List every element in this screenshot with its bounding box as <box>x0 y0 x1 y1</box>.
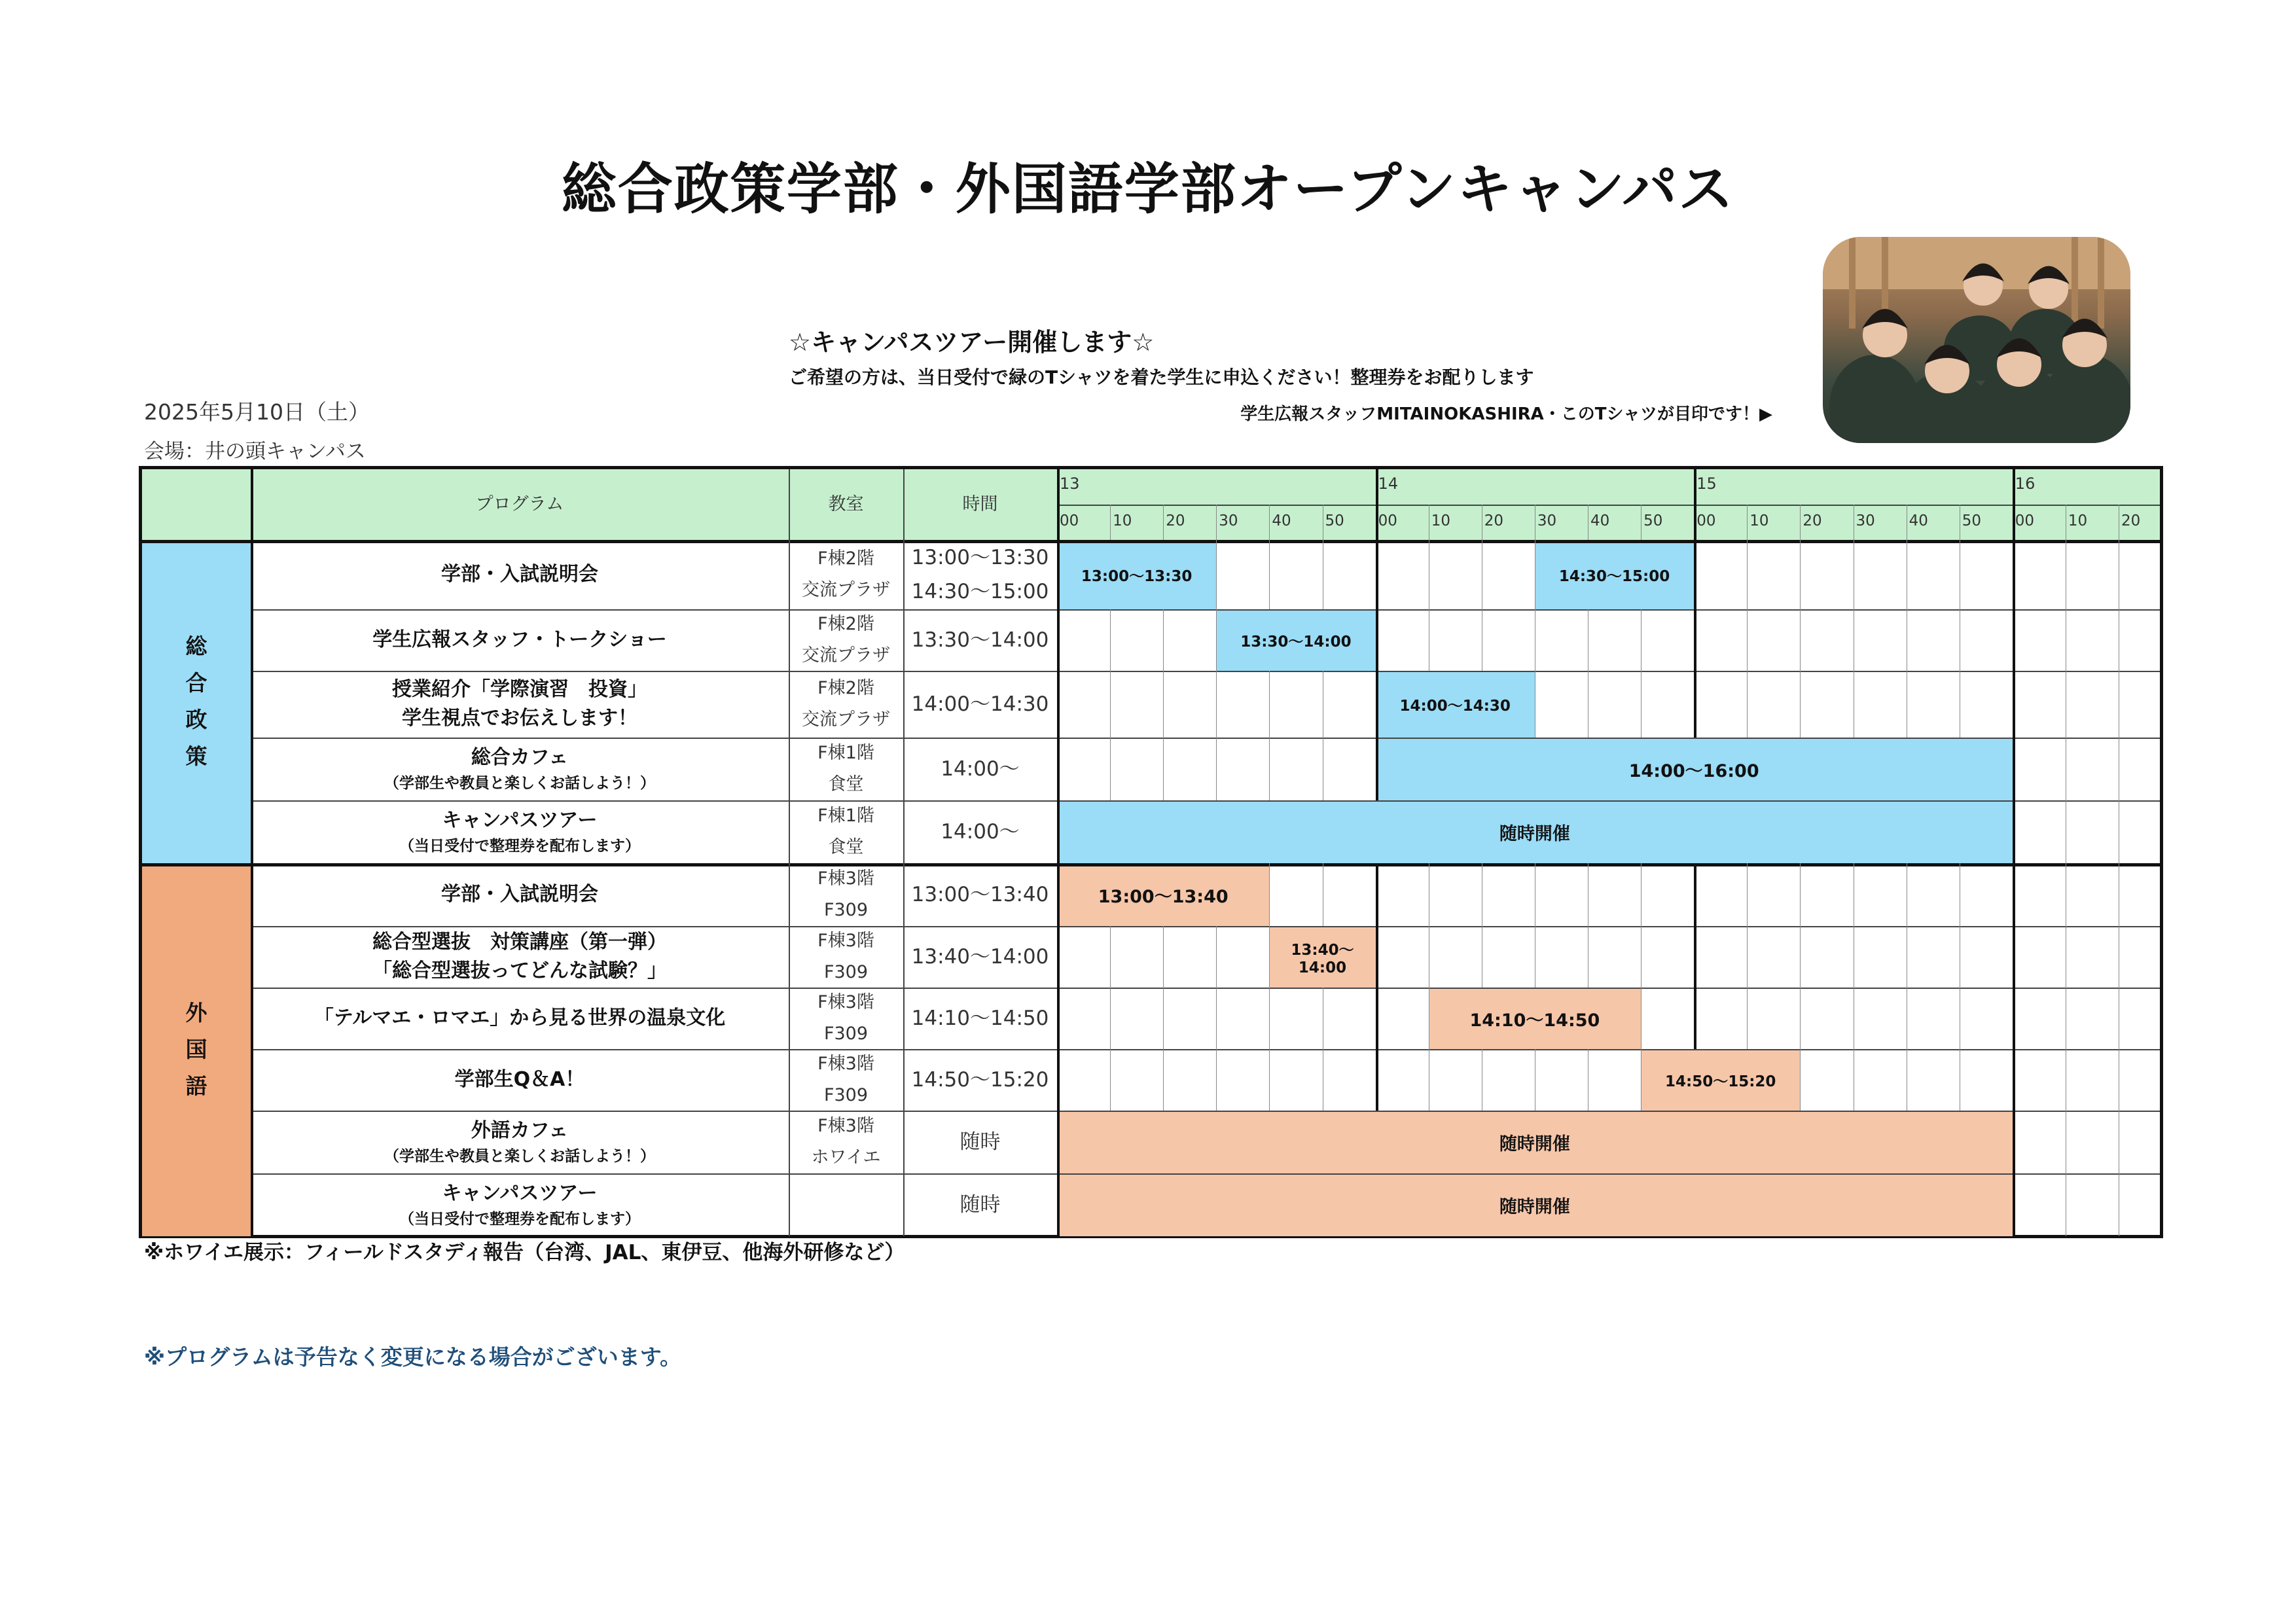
grid-line-vertical <box>1110 738 1111 800</box>
schedule-bar <box>1376 671 1535 738</box>
time-range: 13:00～13:30 14:30～15:00 <box>911 546 1049 603</box>
schedule-bar <box>1057 1111 2013 1173</box>
room-building: F棟3階 <box>817 992 874 1012</box>
schedule-bar-label: 随時開催 <box>1499 1133 1570 1154</box>
room-name: ホワイエ <box>811 1147 881 1168</box>
schedule-bar-label: 14:10～14:50 <box>1469 1010 1600 1031</box>
minute-label: 00 <box>2015 512 2035 529</box>
program-cell <box>251 671 789 738</box>
grid-line-vertical <box>1800 505 1801 540</box>
grid-line-vertical <box>1376 540 1378 609</box>
time-cell <box>903 1173 1057 1236</box>
room-building: F棟3階 <box>817 868 874 889</box>
page-title: 総合政策学部・外国語学部オープンキャンパス <box>561 157 1735 221</box>
schedule-bar <box>1057 540 1216 609</box>
time-range: 14:50～15:20 <box>911 1068 1049 1092</box>
grid-line-vertical <box>1163 609 1164 671</box>
grid-line-vertical <box>1694 609 1696 671</box>
grid-line-vertical <box>1376 609 1378 671</box>
program-cell <box>251 1049 789 1111</box>
time-range: 14:00～ <box>941 820 1020 844</box>
grid-line-horizontal <box>251 671 2160 672</box>
grid-line-vertical <box>1110 671 1111 738</box>
room-cell <box>789 671 903 738</box>
room-building: F棟1階 <box>817 806 874 826</box>
room-building: F棟2階 <box>817 614 874 634</box>
grid-line-vertical <box>1800 1049 1801 1111</box>
hour-label: 13 <box>1060 474 1080 493</box>
schedule-bar <box>1429 988 1641 1049</box>
minute-label: 30 <box>1856 512 1875 529</box>
time-range: 13:00～13:40 <box>911 883 1049 906</box>
changes-note: ※プログラムは予告なく変更になる場合がございます。 <box>144 1344 682 1370</box>
hour-label: 15 <box>1696 474 1717 493</box>
time-cell <box>903 863 1057 926</box>
program-name: 学部・入試説明会 <box>441 563 598 586</box>
event-venue: 会場：井の頭キャンパス <box>144 440 366 463</box>
grid-line-vertical <box>1747 540 1748 609</box>
program-cell <box>251 738 789 800</box>
grid-line-vertical <box>1747 671 1748 738</box>
grid-line-vertical <box>2013 469 2015 505</box>
grid-line-vertical <box>1057 469 1060 1236</box>
program-name: 学部生Q＆A！ <box>454 1068 585 1091</box>
grid-line-vertical <box>1800 863 1801 926</box>
grid-line-vertical <box>1163 988 1164 1049</box>
grid-line-vertical <box>1110 1049 1111 1111</box>
grid-line-vertical <box>1269 671 1270 738</box>
grid-line-vertical <box>1376 926 1378 988</box>
program-cell <box>251 1173 789 1236</box>
grid-line-vertical <box>1163 671 1164 738</box>
minute-label: 10 <box>1749 512 1769 529</box>
time-range: 13:30～14:00 <box>911 628 1049 652</box>
grid-line-vertical <box>1269 540 1270 609</box>
room-building: F棟2階 <box>817 548 874 569</box>
staff-note: 学生広報スタッフMITAINOKASHIRA・このTシャツが目印です！▶ <box>1240 404 1772 424</box>
schedule-bar <box>1376 738 2013 800</box>
room-name: F309 <box>823 1085 869 1105</box>
program-name: キャンパスツアー <box>442 1182 598 1205</box>
grid-line-vertical <box>1747 609 1748 671</box>
schedule-bar <box>1535 540 1694 609</box>
program-cell <box>251 988 789 1049</box>
minute-label: 40 <box>1909 512 1928 529</box>
minute-label: 50 <box>1962 512 1981 529</box>
program-cell <box>251 609 789 671</box>
grid-line-vertical <box>1694 926 1696 988</box>
grid-line-horizontal <box>251 1173 2160 1175</box>
schedule-bar <box>1057 800 2013 863</box>
program-cell <box>251 800 789 863</box>
grid-line-vertical <box>1269 505 1270 540</box>
grid-line-vertical <box>1747 926 1748 988</box>
time-cell <box>903 800 1057 863</box>
room-name: F309 <box>823 900 869 920</box>
grid-line-horizontal <box>1057 505 2160 506</box>
program-cell <box>251 1111 789 1173</box>
minute-label: 10 <box>1431 512 1450 529</box>
room-name: 交流プラザ <box>802 580 890 600</box>
minute-label: 40 <box>1272 512 1291 529</box>
grid-line-vertical <box>1269 926 1270 988</box>
grid-line-horizontal <box>251 1049 2160 1050</box>
schedule-bar-label: 14:00～14:30 <box>1399 697 1511 715</box>
program-name: 総合カフェ <box>471 746 569 769</box>
schedule-bar <box>1216 609 1375 671</box>
grid-line-vertical <box>2013 540 2015 609</box>
room-name: 交流プラザ <box>802 645 890 666</box>
program-name: 授業紹介「学際演習 投資」 学生視点でお伝えします！ <box>392 678 647 730</box>
campus-tour-heading: ☆キャンパスツアー開催します☆ <box>789 328 1155 357</box>
grid-line-horizontal <box>251 738 2160 739</box>
hour-label: 16 <box>2015 474 2036 493</box>
grid-line-vertical <box>1694 863 1696 926</box>
header-time-label: 時間 <box>962 494 998 514</box>
schedule-bar-label: 14:30～15:00 <box>1558 567 1670 585</box>
section-label: 外 国 語 <box>185 1000 207 1099</box>
grid-line-horizontal <box>142 540 2160 543</box>
time-range: 13:40～14:00 <box>911 945 1049 969</box>
grid-line-vertical <box>1376 738 1378 800</box>
header-room <box>789 469 903 540</box>
grid-line-vertical <box>1216 540 1217 609</box>
grid-line-vertical <box>1269 863 1270 926</box>
minute-label: 40 <box>1590 512 1610 529</box>
room-cell <box>789 800 903 863</box>
grid-line-vertical <box>1216 1049 1217 1111</box>
grid-line-vertical <box>1747 863 1748 926</box>
grid-line-vertical <box>903 469 905 1236</box>
grid-line-vertical <box>1376 863 1378 926</box>
minute-label: 00 <box>1378 512 1397 529</box>
grid-line-vertical <box>1216 926 1217 988</box>
time-cell <box>903 1111 1057 1173</box>
room-cell <box>789 1173 903 1236</box>
grid-line-vertical <box>2013 988 2015 1049</box>
section-sogo-seisaku <box>142 540 251 863</box>
grid-line-vertical <box>251 469 253 1236</box>
section-label: 総 合 政 策 <box>185 633 207 769</box>
grid-line-vertical <box>1163 505 1164 540</box>
time-cell <box>903 671 1057 738</box>
grid-line-vertical <box>1216 988 1217 1049</box>
grid-line-vertical <box>1269 988 1270 1049</box>
grid-line-vertical <box>2013 1173 2015 1236</box>
event-date: 2025年5月10日（土） <box>144 399 370 425</box>
grid-line-vertical <box>1800 671 1801 738</box>
grid-line-vertical <box>1376 505 1378 540</box>
grid-line-vertical <box>1694 671 1696 738</box>
campus-tour-detail: ご希望の方は、当日受付で緑のTシャツを着た学生に申込ください！整理券をお配りします <box>789 366 1534 388</box>
grid-line-vertical <box>1110 505 1111 540</box>
program-cell <box>251 926 789 988</box>
grid-line-vertical <box>1376 469 1378 505</box>
grid-line-horizontal <box>251 988 2160 989</box>
room-cell <box>789 1049 903 1111</box>
grid-line-vertical <box>1163 1049 1164 1111</box>
program-note: （学部生や教員と楽しくお話しよう！） <box>384 775 655 792</box>
grid-line-horizontal <box>251 609 2160 611</box>
header-program <box>251 469 789 540</box>
section-gaikokugo <box>142 863 251 1236</box>
grid-line-vertical <box>1110 988 1111 1049</box>
schedule-bar-label: 14:50～15:20 <box>1665 1073 1776 1090</box>
grid-line-vertical <box>1163 738 1164 800</box>
schedule-bar-label: 13:30～14:00 <box>1240 633 1352 651</box>
time-cell <box>903 609 1057 671</box>
room-name: F309 <box>823 962 869 982</box>
schedule-bar-label: 14:00～16:00 <box>1628 760 1759 781</box>
time-cell <box>903 1049 1057 1111</box>
schedule-bar-label: 13:40～ 14:00 <box>1291 941 1354 976</box>
room-cell <box>789 540 903 609</box>
time-cell <box>903 738 1057 800</box>
room-cell <box>789 738 903 800</box>
grid-line-vertical <box>1800 540 1801 609</box>
grid-line-vertical <box>1747 988 1748 1049</box>
minute-label: 00 <box>1060 512 1079 529</box>
time-range: 14:10～14:50 <box>911 1007 1049 1030</box>
program-note: （学部生や教員と楽しくお話しよう！） <box>384 1148 655 1165</box>
room-cell <box>789 863 903 926</box>
schedule-bar <box>1269 926 1375 988</box>
room-building: F棟3階 <box>817 1116 874 1136</box>
grid-line-vertical <box>2013 800 2015 863</box>
grid-line-vertical <box>1269 1049 1270 1111</box>
grid-line-vertical <box>2013 1111 2015 1173</box>
room-cell <box>789 1111 903 1173</box>
room-name: 食堂 <box>828 837 864 857</box>
program-cell <box>251 540 789 609</box>
grid-line-vertical <box>2013 505 2015 540</box>
room-building: F棟3階 <box>817 1054 874 1074</box>
minute-label: 50 <box>1643 512 1663 529</box>
grid-line-horizontal <box>251 1111 2160 1112</box>
minute-label: 10 <box>2068 512 2088 529</box>
grid-line-vertical <box>2013 863 2015 926</box>
program-name: 学生広報スタッフ・トークショー <box>372 628 667 651</box>
grid-line-vertical <box>1694 540 1696 609</box>
grid-line-vertical <box>2013 671 2015 738</box>
room-building: F棟1階 <box>817 743 874 763</box>
foyer-note: ※ホワイエ展示：フィールドスタディ報告（台湾、JAL、東伊豆、他海外研修など） <box>144 1241 905 1264</box>
minute-label: 30 <box>1537 512 1557 529</box>
room-building: F棟2階 <box>817 678 874 698</box>
room-name: 食堂 <box>828 774 864 794</box>
grid-line-vertical <box>1216 738 1217 800</box>
grid-line-vertical <box>1694 988 1696 1049</box>
grid-line-horizontal <box>142 863 2160 866</box>
minute-label: 10 <box>1113 512 1132 529</box>
program-name: 「テルマエ・ロマエ」から見る世界の温泉文化 <box>314 1007 726 1029</box>
minute-label: 20 <box>1803 512 1822 529</box>
schedule-bar-label: 随時開催 <box>1499 823 1570 844</box>
program-name: キャンパスツアー <box>442 809 598 832</box>
grid-line-vertical <box>1110 926 1111 988</box>
grid-line-vertical <box>1800 926 1801 988</box>
header-program-label: プログラム <box>475 494 564 514</box>
grid-line-vertical <box>1376 1049 1378 1111</box>
program-name: 総合型選抜 対策講座（第一弾） 「総合型選抜ってどんな試験？」 <box>372 931 667 982</box>
grid-line-vertical <box>1376 671 1378 738</box>
grid-line-vertical <box>1800 609 1801 671</box>
schedule-bar-label: 13:00～13:40 <box>1098 886 1229 907</box>
grid-line-vertical <box>1747 505 1748 540</box>
grid-line-vertical <box>1216 671 1217 738</box>
minute-label: 00 <box>1696 512 1716 529</box>
time-range: 14:00～14:30 <box>911 692 1049 716</box>
header-time <box>903 469 1057 540</box>
time-cell <box>903 926 1057 988</box>
minute-label: 20 <box>1484 512 1504 529</box>
time-range: 随時 <box>960 1130 1001 1154</box>
schedule-bar <box>1641 1049 1800 1111</box>
grid-line-vertical <box>1694 505 1696 540</box>
schedule-bar-label: 随時開催 <box>1499 1196 1570 1217</box>
grid-line-vertical <box>2013 738 2015 800</box>
minute-label: 20 <box>1166 512 1185 529</box>
time-cell <box>903 540 1057 609</box>
room-cell <box>789 926 903 988</box>
program-note: （当日受付で整理券を配布します） <box>399 1211 640 1228</box>
time-range: 14:00～ <box>941 757 1020 781</box>
hour-label: 14 <box>1378 474 1399 493</box>
grid-line-vertical <box>2013 1049 2015 1111</box>
grid-line-vertical <box>1216 609 1217 671</box>
room-building: F棟3階 <box>817 931 874 951</box>
header-room-label: 教室 <box>828 494 864 514</box>
staff-photo <box>1823 237 2130 443</box>
schedule-table <box>139 466 2163 1238</box>
time-cell <box>903 988 1057 1049</box>
time-range: 随時 <box>960 1193 1001 1217</box>
grid-line-vertical <box>2013 926 2015 988</box>
grid-line-vertical <box>1163 926 1164 988</box>
grid-line-vertical <box>1694 469 1696 505</box>
grid-line-horizontal <box>251 800 2160 802</box>
room-name: F309 <box>823 1024 869 1044</box>
grid-line-vertical <box>1110 609 1111 671</box>
program-note: （当日受付で整理券を配布します） <box>399 838 640 855</box>
grid-line-vertical <box>1800 988 1801 1049</box>
room-name: 交流プラザ <box>802 709 890 730</box>
grid-line-vertical <box>2013 609 2015 671</box>
grid-line-vertical <box>1216 505 1217 540</box>
schedule-bar <box>1057 863 1269 926</box>
minute-label: 20 <box>2121 512 2141 529</box>
grid-line-vertical <box>1269 738 1270 800</box>
staff-photo-icon <box>1823 237 2130 443</box>
program-name: 学部・入試説明会 <box>441 883 598 906</box>
grid-line-vertical <box>1376 988 1378 1049</box>
minute-label: 30 <box>1219 512 1238 529</box>
grid-line-vertical <box>789 469 790 1236</box>
grid-line-horizontal <box>251 926 2160 927</box>
schedule-bar <box>1057 1173 2013 1236</box>
room-cell <box>789 609 903 671</box>
program-cell <box>251 863 789 926</box>
minute-label: 50 <box>1325 512 1344 529</box>
program-name: 外語カフェ <box>471 1119 569 1142</box>
schedule-bar-label: 13:00～13:30 <box>1081 567 1193 585</box>
room-cell <box>789 988 903 1049</box>
